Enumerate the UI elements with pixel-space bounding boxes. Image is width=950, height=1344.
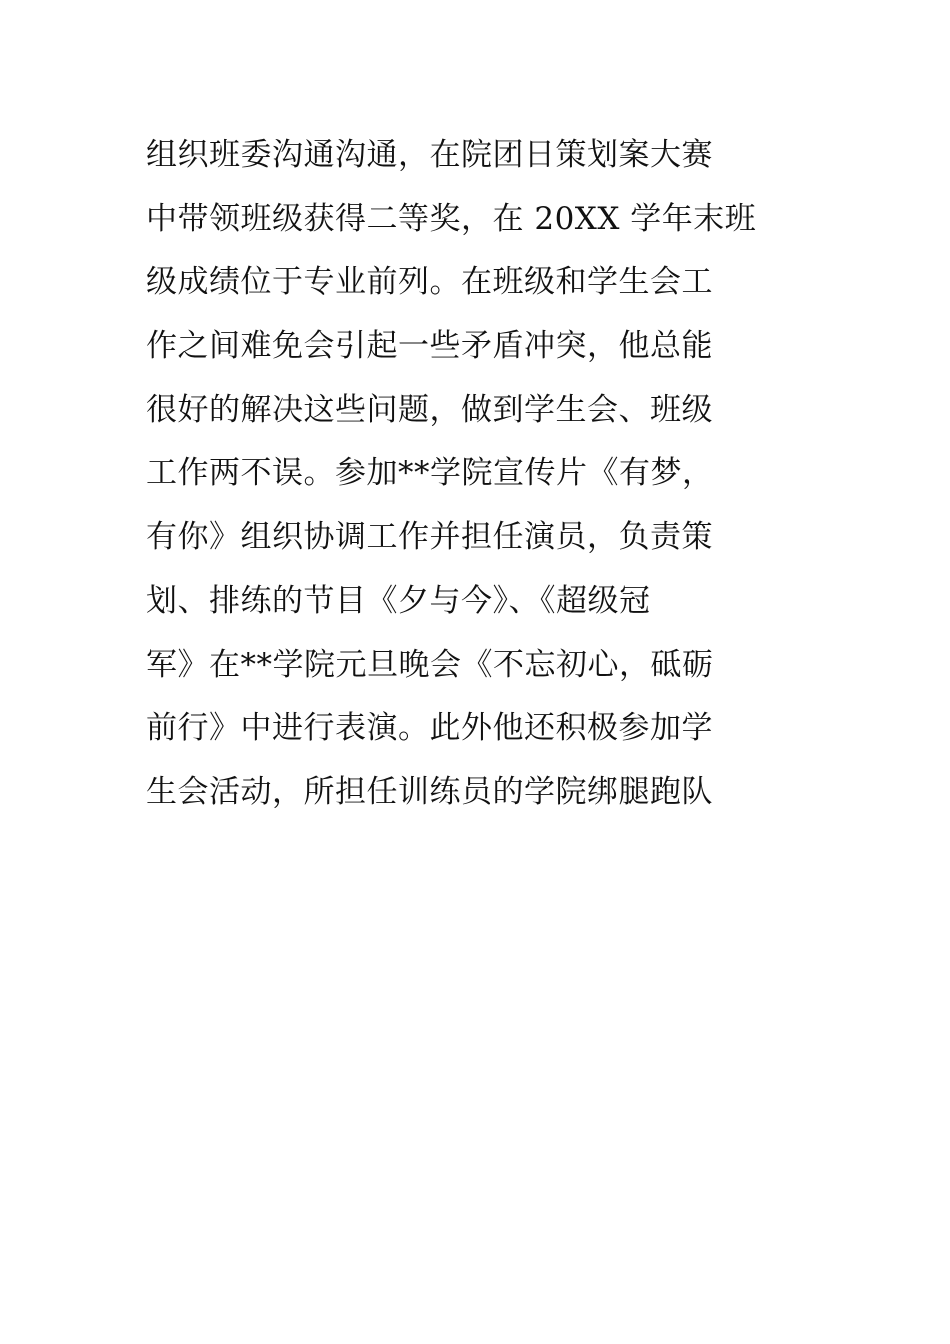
text-line-7: 有你》组织协调工作并担任演员，负责策 (146, 519, 713, 556)
text-line-10: 前行》中进行表演。此外他还积极参加学 (146, 710, 713, 747)
body-text (146, 124, 806, 825)
text-line-11: 生会活动，所担任训练员的学院绑腿跑队 (146, 773, 713, 810)
text-line-1: 组织班委沟通沟通，在院团日策划案大赛 (146, 137, 713, 173)
text-line-2: 中带领班级获得二等奖，在 20XX 学年末班 (146, 200, 757, 237)
text-line-3: 级成绩位于专业前列。在班级和学生会工 (146, 264, 713, 301)
text-line-9: 军》在**学院元旦晚会《不忘初心，砥砺 (146, 646, 714, 683)
text-line-8: 划、排练的节目《夕与今》、《超级冠 (146, 582, 651, 619)
text-line-6: 工作两不误。参加**学院宣传片《有梦， (146, 455, 714, 492)
text-line-4: 作之间难免会引起一些矛盾冲突，他总能 (146, 328, 713, 365)
text-line-5: 很好的解决这些问题，做到学生会、班级 (146, 391, 713, 428)
